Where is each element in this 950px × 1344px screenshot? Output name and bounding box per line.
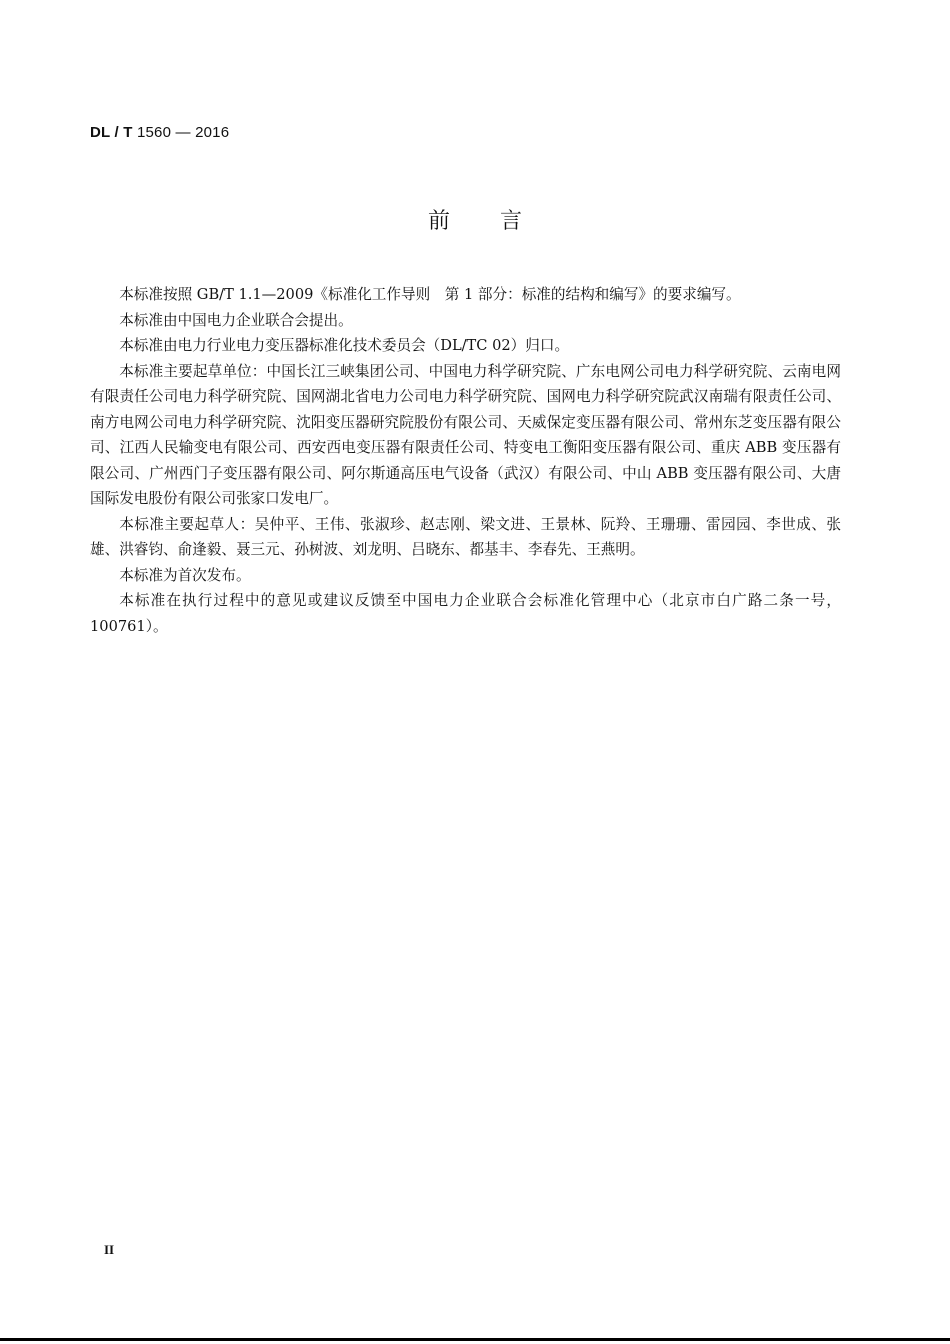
standard-code-number: 1560 — 2016 — [132, 124, 230, 141]
page-title: 前言 — [427, 209, 572, 234]
bottom-divider — [0, 1338, 950, 1341]
paragraph-drafting-units: 本标准主要起草单位：中国长江三峡集团公司、中国电力科学研究院、广东电网公司电力科学研究院、云南电网有限责任公司电力科学研究院、国网湖北省电力公司电力科学研究院、国网电力科学研究院武汉南瑞有限责任公司、南方电网公司电力科学研究院、沈阳变压器研究院股份有限公司、天威保定变压器有限公司、常州东芝变压器有限公司、江西人民输变电有限公司、西安西电变压器有限责任公司、特变电工衡阳变压器有限公司、重庆 ABB 变压器有限公司、广州西门子变压器有限公司、阿尔斯通高压电气设备（武汉）有限公司、中山 ABB 变压器有限公司、大唐国际发电股份有限公司张家口发电厂。 — [90, 362, 841, 507]
paragraph-proposer: 本标准由中国电力企业联合会提出。 — [119, 311, 353, 329]
standard-code — [90, 124, 229, 141]
page-number: II — [104, 1242, 115, 1257]
foreword-body — [90, 282, 841, 639]
paragraph-first-release: 本标准为首次发布。 — [119, 566, 251, 584]
standard-code-prefix: DL / T — [90, 124, 133, 141]
paragraph-drafters: 本标准主要起草人：吴仲平、王伟、张淑珍、赵志刚、梁文进、王景林、阮羚、王珊珊、雷园园、李世成、张雄、洪睿钧、俞逢毅、聂三元、孙树波、刘龙明、吕晓东、都基丰、李春先、王燕明。 — [90, 515, 841, 558]
paragraph-feedback: 本标准在执行过程中的意见或建议反馈至中国电力企业联合会标准化管理中心（北京市白广路二条一号，100761）。 — [90, 592, 841, 635]
paragraph-committee: 本标准由电力行业电力变压器标准化技术委员会（DL/TC 02）归口。 — [119, 337, 570, 354]
paragraph-format: 本标准按照 GB/T 1.1—2009《标准化工作导则 第 1 部分：标准的结构和编写》的要求编写。 — [119, 286, 741, 303]
